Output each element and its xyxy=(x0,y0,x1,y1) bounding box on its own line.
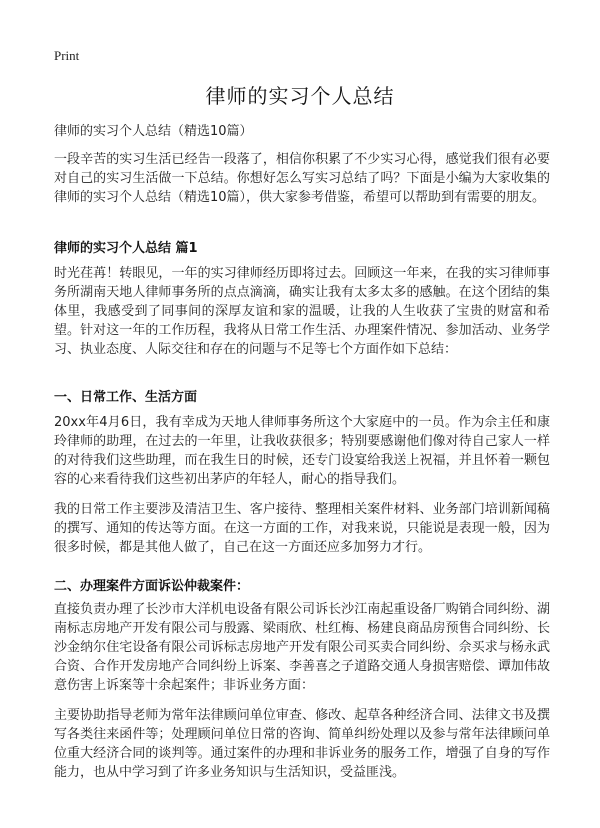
subheading-daily-work: 一、日常工作、生活方面 xyxy=(54,390,198,405)
daily-work-paragraph-2: 我的日常工作主要涉及清洁卫生、客户接待、整理相关案件材料、业务部门培训新闻稿的撰写、通知的传达等方面。在这一方面的工作，对我来说，只能说是表现一般，因为很多时候，都是其他人做了，自己在这一方面还应多加努力才行。 xyxy=(54,502,550,555)
subheading-case-handling: 二、办理案件方面诉讼仲裁案件： xyxy=(54,579,250,594)
section-heading-1: 律师的实习个人总结 篇1 xyxy=(54,241,198,256)
print-link[interactable]: Print xyxy=(54,48,80,63)
intro-paragraph: 一段辛苦的实习生活已经告一段落了，相信你积累了不少实习心得，感觉我们很有必要对自己的实习生活做一下总结。你想好怎么写实习总结了吗？下面是小编为大家收集的律师的实习个人总结（精选10篇），供大家参考借鉴，希望可以帮助到有需要的朋友。 xyxy=(54,152,550,205)
case-handling-paragraph-2: 主要协助指导老师为常年法律顾问单位审查、修改、起草各种经济合同、法律文书及撰写各类往来函件等；处理顾问单位日常的咨询、简单纠纷处理以及参与常年法律顾问单位重大经济合同的谈判等。通过案件的办理和非诉业务的服务工作，增强了自身的写作能力，也从中学习到了许多业务知识与生活知识，受益匪浅。 xyxy=(54,708,550,780)
daily-work-paragraph-1: 20xx年4月6日，我有幸成为天地人律师事务所这个大家庭中的一员。作为佘主任和康玲律师的助理，在过去的一年里，让我收获很多；特别要感谢他们像对待自己家人一样的对待我们这些助理，而在我生日的时候，还专门设宴给我送上祝福，并且怀着一颗包容的心来看待我们这些初出茅庐的年轻人，耐心的指导我们。 xyxy=(54,415,550,487)
page-title: 律师的实习个人总结 xyxy=(205,84,395,108)
document-subtitle: 律师的实习个人总结（精选10篇） xyxy=(54,124,253,139)
case-handling-paragraph-1: 直接负责办理了长沙市大洋机电设备有限公司诉长沙江南起重设备厂购销合同纠纷、湖南标志房地产开发有限公司与殷露、梁雨欣、杜红梅、杨建良商品房预售合同纠纷、长沙金纳尔住宅设备有限公司诉标志房地产开发有限公司买卖合同纠纷、佘买求与杨永武合资、合作开发房地产合同纠纷上诉案、李善喜之子道路交通人身损害赔偿、谭加伟故意伤害上诉案等十余起案件；非诉业务方面： xyxy=(54,602,550,693)
section1-paragraph: 时光荏苒！转眼见，一年的实习律师经历即将过去。回顾这一年来，在我的实习律师事务所湖南天地人律师事务所的点点滴滴，确实让我有太多太多的感触。在这个团结的集体里，我感受到了同事间的深厚友谊和家的温暖，让我的人生收获了宝贵的财富和希望。针对这一年的工作历程，我将从日常工作生活、办理案件情况、参加活动、业务学习、执业态度、人际交往和存在的问题与不足等七个方面作如下总结： xyxy=(54,266,550,357)
